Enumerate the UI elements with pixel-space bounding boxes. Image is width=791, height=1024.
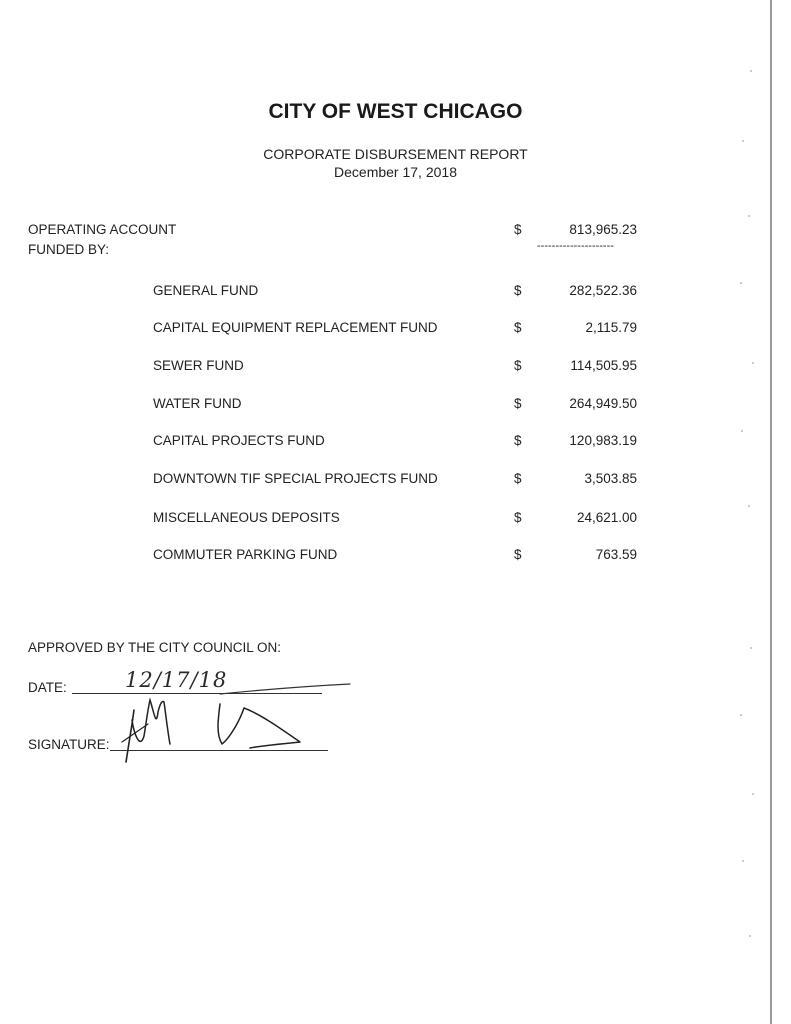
total-rule: --------------------- bbox=[537, 240, 614, 252]
fund-name: CAPITAL EQUIPMENT REPLACEMENT FUND bbox=[153, 320, 438, 335]
scan-speck bbox=[742, 860, 744, 862]
scan-speck bbox=[750, 647, 752, 649]
signature-label: SIGNATURE: bbox=[28, 737, 110, 752]
fund-amount: 3,503.85 bbox=[584, 471, 637, 486]
scan-speck bbox=[752, 793, 754, 795]
fund-currency: $ bbox=[514, 358, 522, 373]
fund-name: GENERAL FUND bbox=[153, 283, 259, 298]
handwritten-date: 12/17/18 bbox=[125, 668, 228, 692]
operating-account-amount: 813,965.23 bbox=[569, 222, 637, 237]
fund-amount: 120,983.19 bbox=[569, 433, 637, 448]
fund-name: MISCELLANEOUS DEPOSITS bbox=[153, 510, 340, 525]
fund-amount: 24,621.00 bbox=[576, 510, 637, 525]
fund-currency: $ bbox=[514, 283, 522, 298]
approval-heading: APPROVED BY THE CITY COUNCIL ON: bbox=[28, 640, 282, 655]
fund-currency: $ bbox=[514, 471, 522, 486]
fund-currency: $ bbox=[514, 547, 522, 562]
fund-currency: $ bbox=[514, 320, 522, 335]
scan-speck bbox=[752, 362, 754, 364]
report-title: CITY OF WEST CHICAGO bbox=[268, 100, 523, 123]
fund-amount: 763.59 bbox=[595, 547, 637, 562]
fund-name: SEWER FUND bbox=[153, 358, 244, 373]
scan-speck bbox=[741, 430, 743, 432]
fund-amount: 264,949.50 bbox=[569, 396, 637, 411]
scan-speck bbox=[740, 282, 742, 284]
fund-name: CAPITAL PROJECTS FUND bbox=[153, 433, 325, 448]
scan-speck bbox=[750, 70, 752, 72]
scan-speck bbox=[740, 714, 742, 716]
scan-speck bbox=[748, 505, 750, 507]
scan-speck bbox=[749, 935, 751, 937]
report-subtitle: CORPORATE DISBURSEMENT REPORT bbox=[263, 146, 528, 162]
fund-name: COMMUTER PARKING FUND bbox=[153, 547, 338, 562]
operating-account-label: OPERATING ACCOUNT bbox=[28, 222, 177, 237]
fund-name: DOWNTOWN TIF SPECIAL PROJECTS FUND bbox=[153, 471, 438, 486]
fund-amount: 114,505.95 bbox=[570, 358, 637, 373]
date-label: DATE: bbox=[28, 680, 67, 695]
fund-amount: 282,522.36 bbox=[569, 283, 637, 298]
funded-by-label: FUNDED BY: bbox=[28, 242, 110, 257]
report-date: December 17, 2018 bbox=[334, 164, 457, 180]
handwritten-signature bbox=[110, 672, 360, 772]
scan-speck bbox=[742, 140, 744, 142]
fund-amount: 2,115.79 bbox=[585, 320, 637, 335]
fund-currency: $ bbox=[514, 433, 522, 448]
scan-speck bbox=[748, 215, 750, 217]
fund-name: WATER FUND bbox=[153, 396, 242, 411]
fund-currency: $ bbox=[514, 396, 522, 411]
operating-account-currency: $ bbox=[514, 222, 522, 237]
fund-currency: $ bbox=[514, 510, 522, 525]
